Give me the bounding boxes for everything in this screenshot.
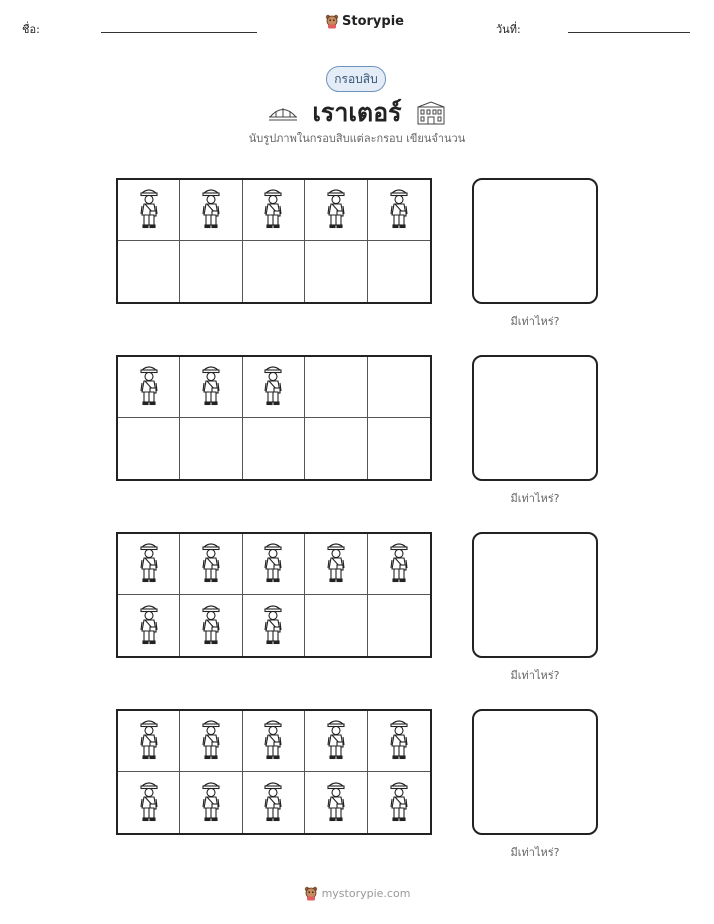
brand-name: Storypie [342,13,404,29]
postman-icon [262,364,284,410]
frame-cell [180,241,242,302]
postman-icon [388,541,410,587]
postman-icon [325,187,347,233]
how-many-3: มีเท่าไหร่? [510,669,560,682]
frame-cell [305,357,367,418]
frame-cell [243,357,305,418]
bridge-icon [268,103,298,123]
bear-logo-icon [325,13,339,29]
frame-cell [305,595,367,656]
answer-box-3[interactable] [472,532,598,658]
postman-icon [262,718,284,764]
frame-cell [243,711,305,772]
frame-cell [243,418,305,479]
building-icon [416,101,446,125]
bear-logo-icon [304,885,318,901]
frame-cell [368,772,430,833]
answer-box-2[interactable] [472,355,598,481]
ten-frame-4 [116,709,432,835]
frame-cell [305,772,367,833]
postman-icon [388,718,410,764]
postman-icon [388,187,410,233]
instructions: นับรูปภาพในกรอบสิบแต่ละกรอบ เขียนจำนวน [248,132,466,145]
frame-cell [118,241,180,302]
frame-cell [180,180,242,241]
name-label: ชื่อ: [22,23,40,36]
frame-cell [180,595,242,656]
frame-cell [305,534,367,595]
frame-cell [118,357,180,418]
frame-cell [368,180,430,241]
frame-cell [368,534,430,595]
postman-icon [262,780,284,826]
frame-cell [180,534,242,595]
frame-cell [118,711,180,772]
brand-logo [325,13,404,29]
frame-cell [368,595,430,656]
date-line[interactable] [568,32,690,33]
page-title: เราเตอร์ [312,98,402,127]
worksheet-badge: กรอบสิบ [326,66,386,92]
postman-icon [138,187,160,233]
frame-cell [368,418,430,479]
frame-cell [118,772,180,833]
how-many-4: มีเท่าไหร่? [510,846,560,859]
frame-cell [118,180,180,241]
frame-cell [180,772,242,833]
postman-icon [325,780,347,826]
postman-icon [262,187,284,233]
postman-icon [388,780,410,826]
frame-cell [180,418,242,479]
postman-icon [200,541,222,587]
postman-icon [325,541,347,587]
frame-cell [243,241,305,302]
title-row [0,93,714,133]
postman-icon [200,780,222,826]
answer-box-1[interactable] [472,178,598,304]
frame-cell [243,772,305,833]
how-many-1: มีเท่าไหร่? [510,315,560,328]
frame-cell [180,357,242,418]
ten-frame-3 [116,532,432,658]
frame-cell [118,534,180,595]
frame-cell [243,534,305,595]
frame-cell [118,595,180,656]
postman-icon [138,780,160,826]
frame-cell [243,595,305,656]
postman-icon [138,541,160,587]
frame-cell [305,180,367,241]
date-label: วันที่: [496,23,521,36]
frame-cell [368,357,430,418]
frame-cell [368,711,430,772]
footer-website[interactable]: mystorypie.com [321,886,411,900]
postman-icon [262,603,284,649]
postman-icon [138,718,160,764]
name-line[interactable] [101,32,257,33]
postman-icon [138,603,160,649]
answer-box-4[interactable] [472,709,598,835]
ten-frame-1 [116,178,432,304]
ten-frame-2 [116,355,432,481]
how-many-2: มีเท่าไหร่? [510,492,560,505]
frame-cell [305,711,367,772]
postman-icon [262,541,284,587]
postman-icon [200,364,222,410]
postman-icon [325,718,347,764]
frame-cell [368,241,430,302]
frame-cell [243,180,305,241]
frame-cell [180,711,242,772]
frame-cell [305,241,367,302]
postman-icon [200,718,222,764]
postman-icon [138,364,160,410]
frame-cell [118,418,180,479]
postman-icon [200,603,222,649]
footer [0,885,714,901]
frame-cell [305,418,367,479]
postman-icon [200,187,222,233]
